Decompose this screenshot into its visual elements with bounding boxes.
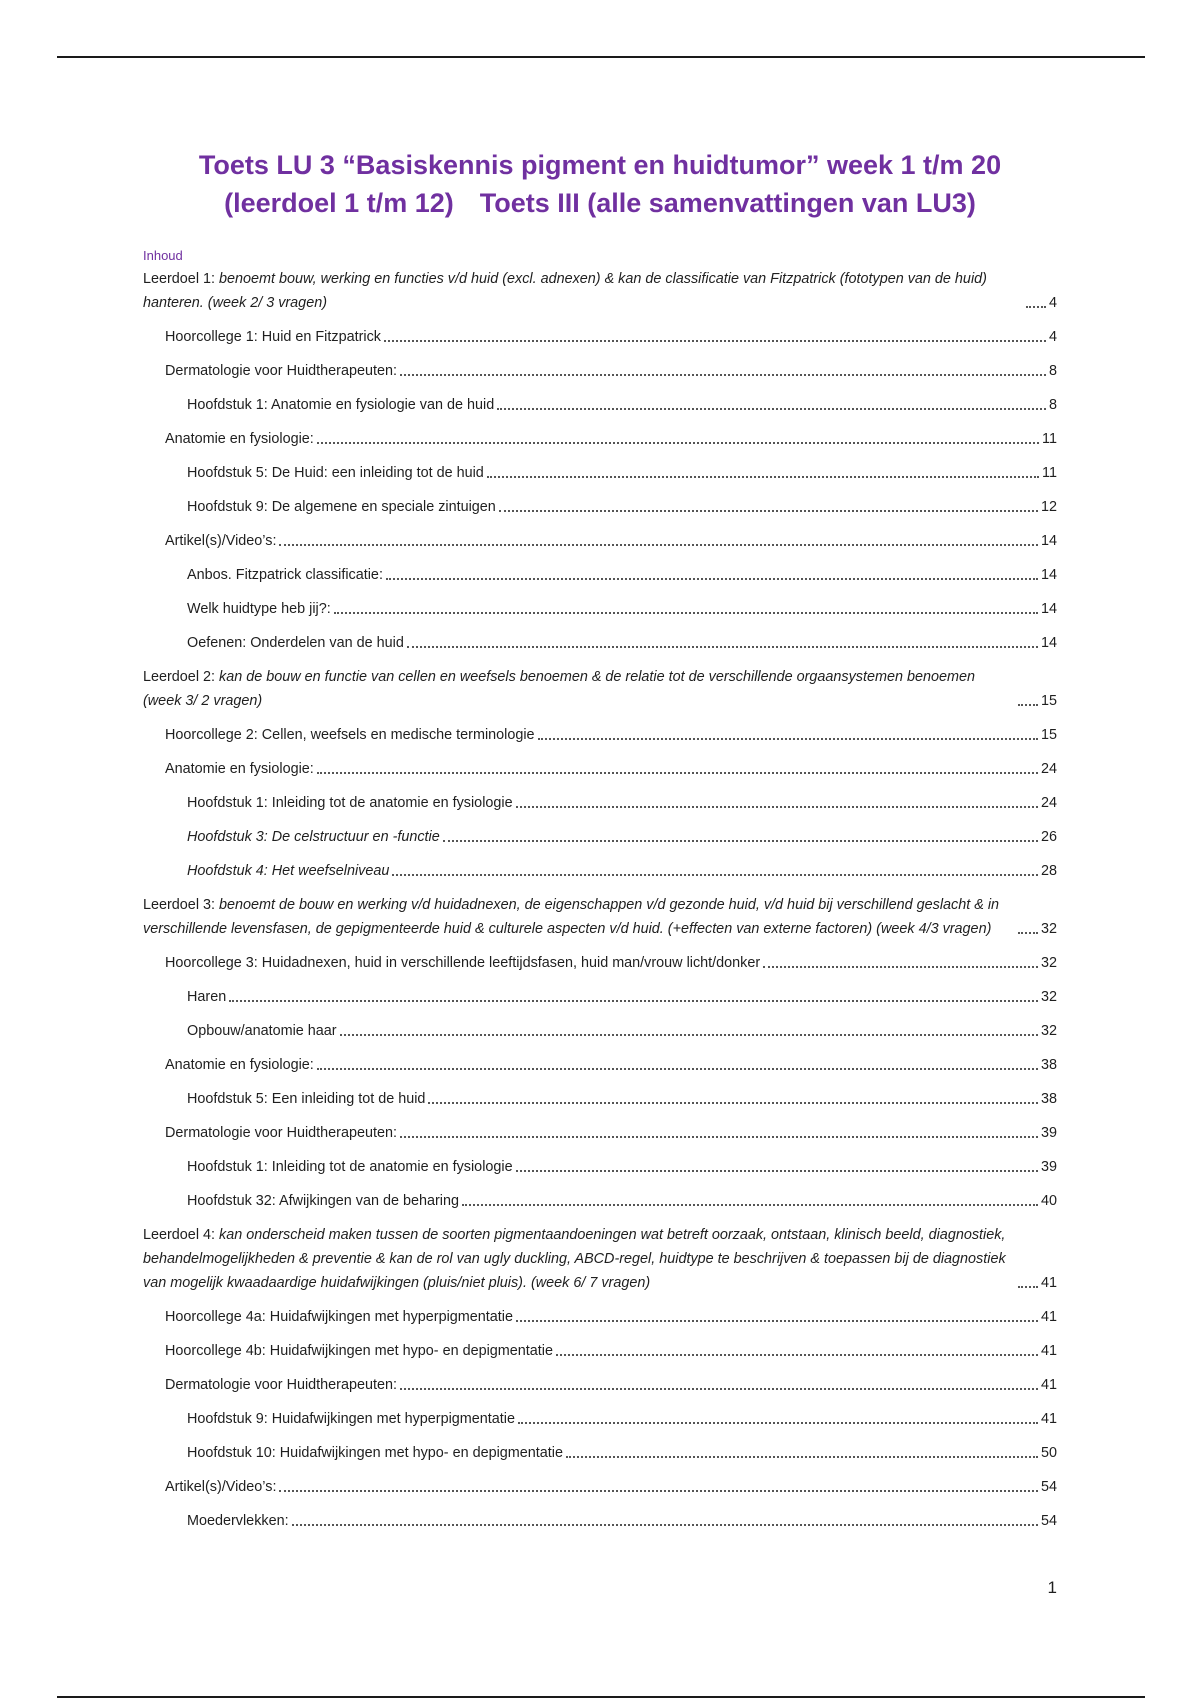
dot-leader <box>1026 306 1046 308</box>
dot-leader <box>317 1068 1038 1070</box>
toc-entry-text: Artikel(s)/Video’s: <box>165 1479 277 1495</box>
toc-entry[interactable] <box>143 723 1057 747</box>
dot-leader <box>428 1102 1038 1104</box>
toc-entry-page: 24 <box>1040 761 1057 777</box>
toc-entry-text: Hoorcollege 1: Huid en Fitzpatrick <box>165 329 381 345</box>
dot-leader <box>763 966 1038 968</box>
toc-entry[interactable] <box>143 427 1057 451</box>
toc-entry-page: 39 <box>1040 1125 1057 1141</box>
toc-entry-prefix: Leerdoel 2: <box>143 669 220 685</box>
toc-entry-text: Hoofdstuk 5: De Huid: een inleiding tot de huid <box>187 465 484 481</box>
dot-leader <box>317 772 1038 774</box>
dot-leader <box>1018 1286 1038 1288</box>
dot-leader <box>340 1034 1038 1036</box>
toc-entry-text: kan onderscheid maken tussen de soorten pigmentaandoeningen wat betreft oorzaak, ontstaan, klinisch beeld, diagnostiek, behandelmogelijkheden & preventie & kan de rol van ugly duckling, ABCD-regel, huidtype te beschrijven & toepassen bij de diagnostiek van mogelijk kwaadaardige huidafwijkingen (pluis/niet pluis). (week 6/ 7 vragen) <box>143 1227 1006 1291</box>
toc-entry-text: Hoofdstuk 1: Anatomie en fysiologie van de huid <box>187 397 495 413</box>
toc-entry-page: 32 <box>1040 989 1057 1005</box>
toc-entry-text: Dermatologie voor Huidtherapeuten: <box>165 1125 397 1141</box>
toc-entry-text: Hoorcollege 4a: Huidafwijkingen met hyperpigmentatie <box>165 1309 513 1325</box>
toc-entry-prefix: Leerdoel 1: <box>143 271 220 287</box>
dot-leader <box>407 646 1038 648</box>
toc-entry[interactable] <box>143 1407 1057 1431</box>
toc-entry-text: Hoorcollege 3: Huidadnexen, huid in verschillende leeftijdsfasen, huid man/vrouw licht/donker <box>165 955 761 971</box>
toc-entry-text: Hoofdstuk 9: Huidafwijkingen met hyperpigmentatie <box>187 1411 515 1427</box>
toc-entry-text: Hoofdstuk 4: Het weefselniveau <box>187 863 390 879</box>
toc-entry[interactable] <box>143 791 1057 815</box>
toc-entry-text: Dermatologie voor Huidtherapeuten: <box>165 363 397 379</box>
footer-rule <box>57 1696 1145 1698</box>
toc-entry[interactable] <box>143 631 1057 655</box>
title-line-1: Toets LU 3 “Basiskennis pigment en huidtumor” week 1 t/m 20 <box>198 150 1002 180</box>
toc-entry-leerdoel-4[interactable] <box>143 1223 1057 1295</box>
title-line-2 <box>60 184 1140 222</box>
toc-entry-page: 4 <box>1048 329 1057 345</box>
toc-entry-page: 41 <box>1040 1343 1057 1359</box>
toc-entry[interactable] <box>143 1121 1057 1145</box>
toc-entry-page: 41 <box>1040 1377 1057 1393</box>
toc-entry[interactable] <box>143 1475 1057 1499</box>
toc-entry[interactable] <box>143 825 1057 849</box>
dot-leader <box>538 738 1038 740</box>
toc-entry-page: 8 <box>1048 397 1057 413</box>
toc-entry-text: kan de bouw en functie van cellen en weefsels benoemen & de relatie tot de verschillende orgaansystemen benoemen (week 3/ 2 vragen) <box>143 669 976 709</box>
toc-entry-page: 32 <box>1040 921 1057 937</box>
dot-leader <box>334 612 1038 614</box>
toc-entry-text: Moedervlekken: <box>187 1513 289 1529</box>
toc-entry[interactable] <box>143 563 1057 587</box>
dot-leader <box>499 510 1038 512</box>
toc-entry-text: Hoofdstuk 9: De algemene en speciale zintuigen <box>187 499 496 515</box>
toc-entry-text: Hoorcollege 4b: Huidafwijkingen met hypo- en depigmentatie <box>165 1343 553 1359</box>
toc-entry-page: 40 <box>1040 1193 1057 1209</box>
toc-entry[interactable] <box>143 597 1057 621</box>
title-line-2-goals: (leerdoel 1 t/m 12) <box>224 188 454 218</box>
dot-leader <box>516 1320 1038 1322</box>
title-line-2-test: Toets III (alle samenvattingen van LU3) <box>479 188 976 218</box>
toc-entry-text: Anatomie en fysiologie: <box>165 761 314 777</box>
dot-leader <box>1018 932 1038 934</box>
dot-leader <box>400 1388 1038 1390</box>
dot-leader <box>1018 704 1038 706</box>
dot-leader <box>516 1170 1038 1172</box>
toc-entry-page: 12 <box>1040 499 1057 515</box>
toc-entry-page: 14 <box>1040 567 1057 583</box>
toc-entry[interactable] <box>143 1305 1057 1329</box>
toc-entry[interactable] <box>143 359 1057 383</box>
dot-leader <box>516 806 1038 808</box>
toc-entry[interactable] <box>143 1339 1057 1363</box>
toc-entry-text: Hoorcollege 2: Cellen, weefsels en medische terminologie <box>165 727 535 743</box>
toc-entry-text: Hoofdstuk 10: Huidafwijkingen met hypo- en depigmentatie <box>187 1445 563 1461</box>
toc-entry-page: 4 <box>1048 295 1057 311</box>
toc-entry-page: 54 <box>1040 1513 1057 1529</box>
dot-leader <box>229 1000 1038 1002</box>
toc-entry[interactable] <box>143 951 1057 975</box>
dot-leader <box>443 840 1038 842</box>
toc-entry-text: Dermatologie voor Huidtherapeuten: <box>165 1377 397 1393</box>
toc-entry-text: Oefenen: Onderdelen van de huid <box>187 635 404 651</box>
toc-entry-text: benoemt de bouw en werking v/d huidadnexen, de eigenschappen v/d gezonde huid, v/d huid bij verschillend geslacht & in verschillende levensfasen, de gepigmenteerde huid & culturele aspecten v/d huid. (+effecten van externe factoren) (week 4/3 vragen) <box>143 897 1000 937</box>
toc-entry[interactable] <box>143 1087 1057 1111</box>
toc-entry-leerdoel-2[interactable] <box>143 665 1057 713</box>
toc-entry-page: 50 <box>1040 1445 1057 1461</box>
page-number: 1 <box>1047 1578 1057 1597</box>
toc-entry[interactable] <box>143 1155 1057 1179</box>
dot-leader <box>279 544 1038 546</box>
dot-leader <box>386 578 1038 580</box>
toc-entry-text: benoemt bouw, werking en functies v/d huid (excl. adnexen) & kan de classificatie van Fitzpatrick (fototypen van de huid) hanteren. (week 2/ 3 vragen) <box>143 271 987 311</box>
toc-entry[interactable] <box>143 1189 1057 1213</box>
toc-entry[interactable] <box>143 1441 1057 1465</box>
toc-entry-text: Anbos. Fitzpatrick classificatie: <box>187 567 383 583</box>
toc-entry-text: Anatomie en fysiologie: <box>165 1057 314 1073</box>
toc-entry[interactable] <box>143 1509 1057 1533</box>
toc-entry[interactable] <box>143 1373 1057 1397</box>
toc-entry-page: 15 <box>1040 727 1057 743</box>
toc-entry-page: 41 <box>1040 1309 1057 1325</box>
toc-entry-text: Hoofdstuk 32: Afwijkingen van de beharing <box>187 1193 460 1209</box>
dot-leader <box>400 1136 1038 1138</box>
toc-entry-page: 14 <box>1040 635 1057 651</box>
toc-entry-leerdoel-3[interactable] <box>143 893 1057 941</box>
toc-entry-text: Hoofdstuk 3: De celstructuur en -functie <box>187 829 440 845</box>
header-rule <box>57 56 1145 58</box>
toc-entry[interactable] <box>143 985 1057 1009</box>
dot-leader <box>400 374 1046 376</box>
toc-entry-page: 54 <box>1040 1479 1057 1495</box>
dot-leader <box>292 1524 1038 1526</box>
toc-entry-text: Hoofdstuk 1: Inleiding tot de anatomie en fysiologie <box>187 795 513 811</box>
dot-leader <box>497 408 1046 410</box>
toc-entry-page: 32 <box>1040 955 1057 971</box>
document-title <box>60 146 1140 222</box>
dot-leader <box>279 1490 1038 1492</box>
dot-leader <box>462 1204 1038 1206</box>
toc-entry-text: Welk huidtype heb jij?: <box>187 601 331 617</box>
toc-entry-text: Artikel(s)/Video’s: <box>165 533 277 549</box>
toc-entry-page: 32 <box>1040 1023 1057 1039</box>
dot-leader <box>392 874 1038 876</box>
toc-entry-text: Opbouw/anatomie haar <box>187 1023 337 1039</box>
toc-entry-page: 15 <box>1040 693 1057 709</box>
toc-entry-text: Hoofdstuk 5: Een inleiding tot de huid <box>187 1091 426 1107</box>
toc-entry-prefix: Leerdoel 4: <box>143 1227 220 1243</box>
toc-entry-page: 24 <box>1040 795 1057 811</box>
dot-leader <box>317 442 1039 444</box>
toc-entry[interactable] <box>143 859 1057 883</box>
toc-entry-text: Hoofdstuk 1: Inleiding tot de anatomie en fysiologie <box>187 1159 513 1175</box>
toc-entry-page: 38 <box>1040 1057 1057 1073</box>
toc-entry[interactable] <box>143 325 1057 349</box>
toc-entry-page: 41 <box>1040 1411 1057 1427</box>
toc-heading: Inhoud <box>143 248 183 263</box>
toc-entry[interactable] <box>143 757 1057 781</box>
toc-entry[interactable] <box>143 461 1057 485</box>
toc-entry-page: 14 <box>1040 601 1057 617</box>
toc-entry-page: 41 <box>1040 1275 1057 1291</box>
toc-entry-text: Anatomie en fysiologie: <box>165 431 314 447</box>
toc-entry[interactable] <box>143 529 1057 553</box>
toc-entry[interactable] <box>143 1019 1057 1043</box>
toc-entry-page: 14 <box>1040 533 1057 549</box>
toc-entry-page: 8 <box>1048 363 1057 379</box>
toc-entry-page: 39 <box>1040 1159 1057 1175</box>
toc-entry[interactable] <box>143 1053 1057 1077</box>
toc-entry-page: 11 <box>1042 431 1057 447</box>
toc-entry-prefix: Leerdoel 3: <box>143 897 220 913</box>
toc-entry[interactable] <box>143 495 1057 519</box>
toc-entry-page: 38 <box>1040 1091 1057 1107</box>
dot-leader <box>556 1354 1038 1356</box>
dot-leader <box>384 340 1046 342</box>
dot-leader <box>487 476 1039 478</box>
toc-entry[interactable] <box>143 393 1057 417</box>
dot-leader <box>566 1456 1038 1458</box>
toc-entry-page: 28 <box>1040 863 1057 879</box>
toc-entry-page: 26 <box>1040 829 1057 845</box>
toc-entry-text: Haren <box>187 989 227 1005</box>
dot-leader <box>518 1422 1038 1424</box>
toc-entry-page: 11 <box>1042 465 1057 481</box>
toc-entry-leerdoel-1[interactable] <box>143 267 1057 315</box>
table-of-contents <box>143 246 1057 1543</box>
